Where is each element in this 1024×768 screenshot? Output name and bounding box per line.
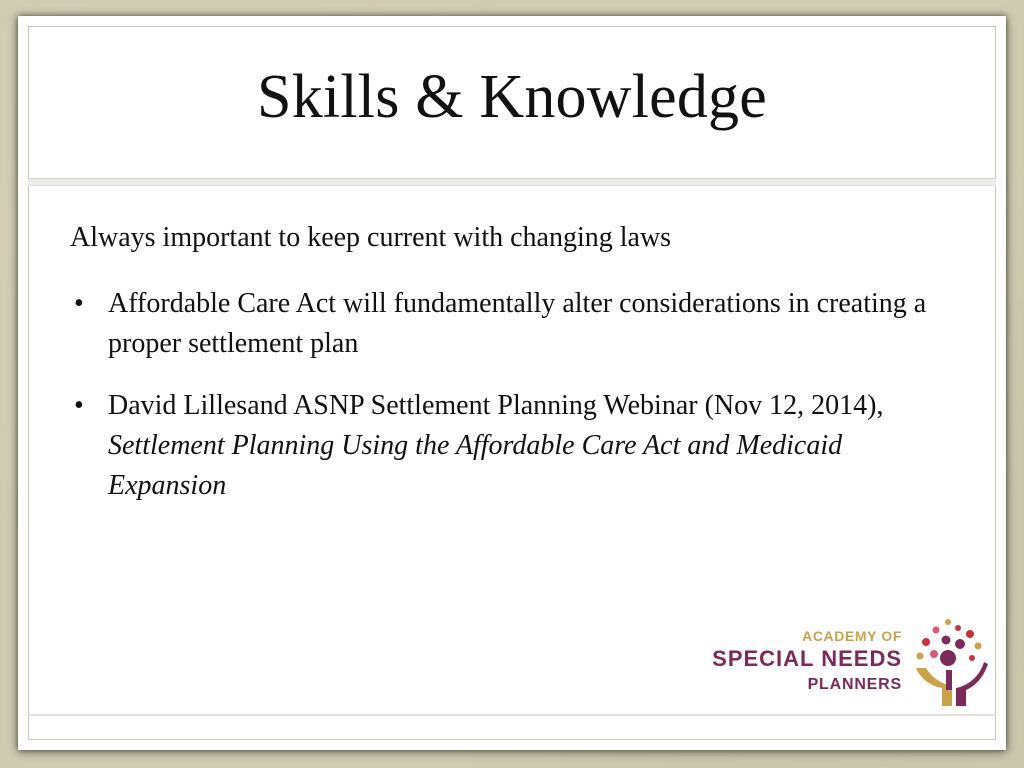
slide-title: Skills & Knowledge: [257, 62, 767, 131]
logo-line-academy: ACADEMY OF: [802, 628, 902, 644]
tree-hands-icon: [912, 616, 992, 710]
bullet-item: [70, 386, 950, 506]
logo-wordmark: [702, 616, 902, 710]
intro-text: Always important to keep current with changing laws: [70, 222, 672, 253]
footer-rule: [28, 714, 996, 716]
bullet-glyph: •: [74, 390, 84, 421]
bullet-item: [70, 284, 950, 364]
title-divider: [28, 178, 996, 186]
asnp-logo: [702, 616, 992, 710]
logo-line-special-needs: SPECIAL NEEDS: [712, 646, 902, 671]
bullet-list: [70, 284, 950, 506]
bullet-glyph: •: [74, 288, 84, 319]
title-area: [18, 16, 1006, 178]
webinar-title: Settlement Planning Using the Affordable Care Act and Medicaid Expansion: [108, 430, 843, 501]
bullet-text: Affordable Care Act will fundamentally alter considerations in creating a proper settlement plan: [108, 288, 927, 359]
bullet-text: David Lillesand ASNP Settlement Planning Webinar (Nov 12, 2014),: [108, 390, 884, 421]
slide-body: [70, 218, 950, 528]
slide: [18, 16, 1006, 750]
logo-line-planners: PLANNERS: [807, 676, 902, 693]
